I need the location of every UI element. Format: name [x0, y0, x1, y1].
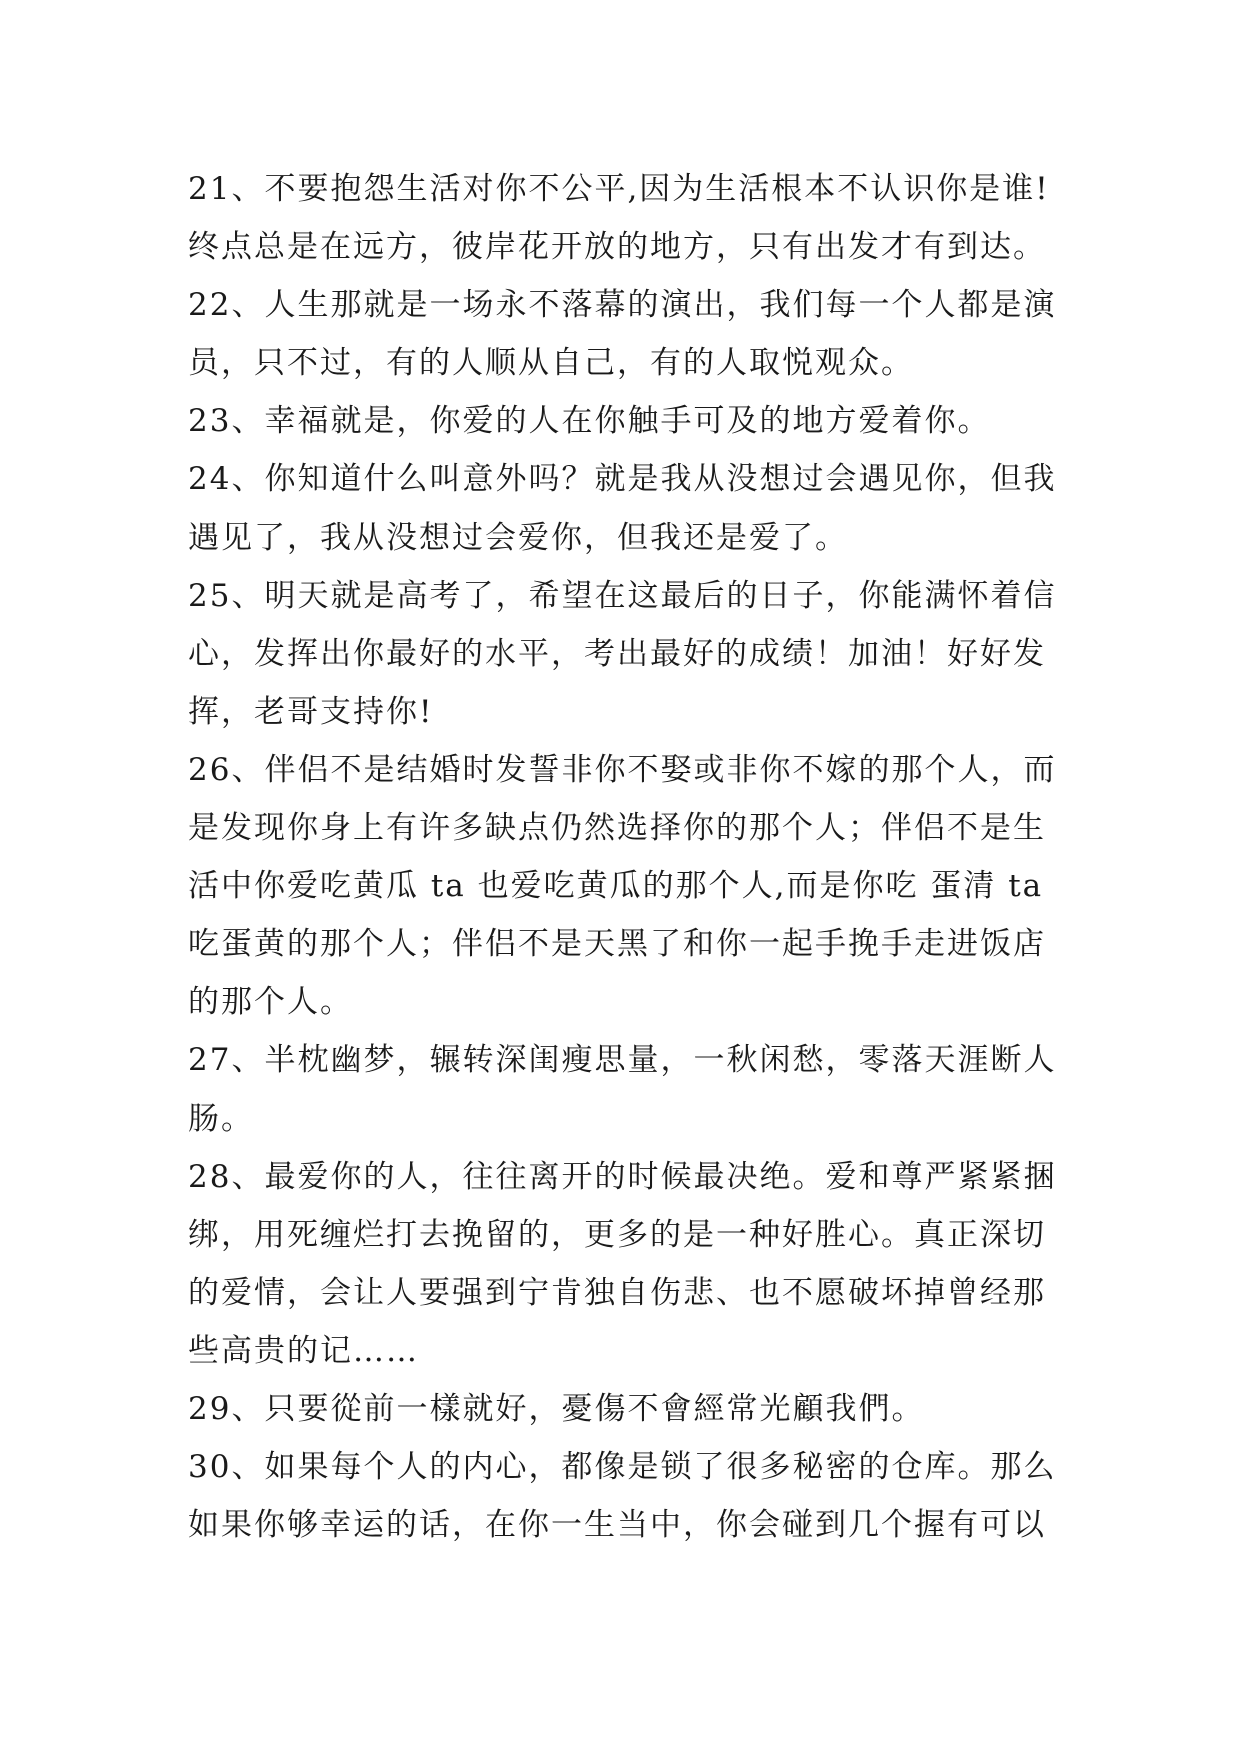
text-line: 28、最爱你的人，往往离开的时候最决绝。爱和尊严紧紧捆 — [188, 1158, 1057, 1195]
text-line: 的爱情，会让人要强到宁肯独自伤悲、也不愿破坏掉曾经那 — [188, 1274, 1046, 1311]
text-line: 些高贵的记…… — [188, 1332, 419, 1369]
text-line: 30、如果每个人的内心，都像是锁了很多秘密的仓库。那么 — [188, 1449, 1057, 1486]
text-line: 24、你知道什么叫意外吗？就是我从没想过会遇见你，但我 — [188, 461, 1057, 498]
text-line: 26、伴侣不是结婚时发誓非你不娶或非你不嫁的那个人，而 — [188, 751, 1057, 788]
text-line: 如果你够幸运的话，在你一生当中，你会碰到几个握有可以 — [188, 1507, 1046, 1544]
text-line: 22、人生那就是一场永不落幕的演出，我们每一个人都是演 — [188, 287, 1057, 324]
text-line: 心，发挥出你最好的水平，考出最好的成绩！加油！好好发 — [188, 635, 1046, 672]
text-line: 25、明天就是高考了，希望在这最后的日子，你能满怀着信 — [188, 577, 1057, 614]
text-line: 29、只要從前一樣就好，憂傷不會經常光顧我們。 — [188, 1390, 925, 1427]
text-line: 绑，用死缠烂打去挽留的，更多的是一种好胜心。真正深切 — [188, 1216, 1046, 1253]
text-line: 27、半枕幽梦，辗转深闺瘦思量，一秋闲愁，零落天涯断人 — [188, 1042, 1057, 1079]
text-line: 的那个人。 — [188, 984, 353, 1021]
text-line: 遇见了，我从没想过会爱你，但我还是爱了。 — [188, 519, 848, 556]
text-line: 23、幸福就是，你爱的人在你触手可及的地方爱着你。 — [188, 403, 991, 440]
text-line: 21、不要抱怨生活对你不公平,因为生活根本不认识你是谁! — [188, 171, 1050, 207]
text-line: 吃蛋黄的那个人；伴侣不是天黑了和你一起手挽手走进饭店 — [188, 926, 1046, 963]
text-line: 是发现你身上有许多缺点仍然选择你的那个人；伴侣不是生 — [188, 810, 1046, 847]
text-line: 员，只不过，有的人顺从自己，有的人取悦观众。 — [188, 345, 914, 382]
text-line: 肠。 — [188, 1100, 254, 1137]
text-line: 终点总是在远方，彼岸花开放的地方，只有出发才有到达。 — [188, 229, 1046, 266]
text-line: 挥，老哥支持你! — [188, 693, 434, 730]
text-line: 活中你爱吃黄瓜 ta 也爱吃黄瓜的那个人,而是你吃 蛋清 ta — [188, 868, 1044, 905]
body-text — [188, 160, 1088, 1554]
